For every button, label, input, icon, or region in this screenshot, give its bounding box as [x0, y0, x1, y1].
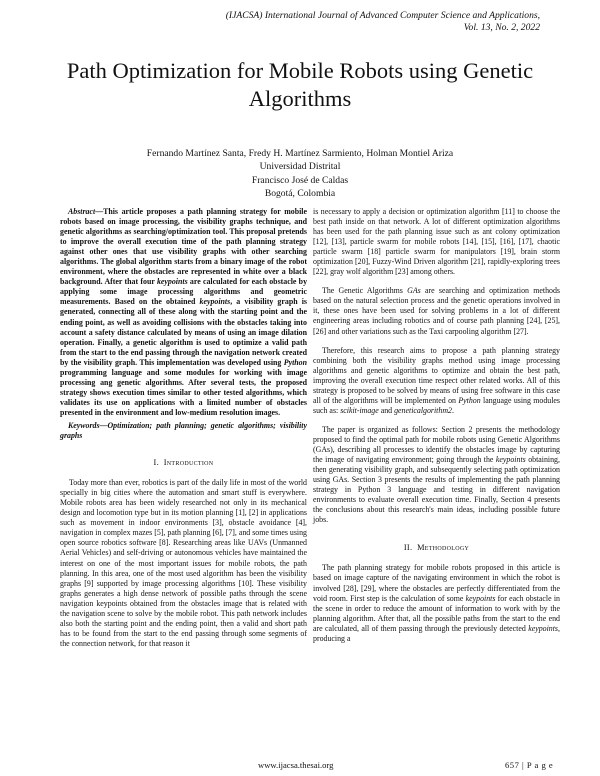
abstract-text-4: programming language and some modules for working with image processing ang genetic algorithms. After several tests, the proposed strategy shows execution times similar to other tested algorithms, which validates its use on applications with a limited number of obstacles presented in the environment and low-medium resolution images. [60, 367, 307, 417]
section-2-title: Methodology [417, 543, 470, 553]
left-column [60, 207, 307, 649]
p3-text-b: language using modules such as: [313, 395, 560, 415]
right-paragraph-1: is necessary to apply a decision or optimization algorithm [11] to choose the best path inside on that network. A lot of different optimization algorithms has been used for the path planning issue such as ant colony optimization [12], [13], particle swarm for mobile robots [14], [15], [16], [17], chaotic particle swarm [18] particle swarm for manipulators [19], brain storm optimization [20], Fuzzy-Wind Driven algorithm [21], rapidly-exploring trees [22], gray wolf algorithm [23] among others. [313, 207, 560, 277]
author-block [60, 147, 540, 201]
p3-em-2: scikit-image [340, 405, 379, 415]
right-paragraph-3 [313, 346, 560, 416]
footer-url[interactable]: www.ijacsa.thesai.org [258, 760, 334, 770]
abstract-em-2: keypoints [199, 297, 231, 307]
p5-text-b: for each obstacle in the scene in order to reduce the amount of information to work with by the planning algorithm. After that, all the possible paths from the start to the end are calculated, all of them passing through the previously detected [313, 593, 560, 633]
keywords-dash: — [99, 420, 108, 430]
p4-text-b: obtaining, then generating visibility graph, and subsequently selecting path optimization using GAs. Section 3 presents the results of implementing the path planning strategy in Python 3 language and testing in different navigation environments to evaluate overall execution time. Finally, Section 4 presents the conclusions about this research's main ideas, including possible future jobs. [313, 455, 560, 525]
p2-text-a: The Genetic Algorithms [322, 286, 408, 296]
abstract [60, 207, 307, 418]
section-1-number: I. [153, 458, 159, 468]
journal-line-1: (IJACSA) International Journal of Advanced Computer Science and Applications, [225, 10, 540, 21]
abstract-label: Abstract [68, 207, 96, 216]
p5-text-a: The path planning strategy for mobile robots proposed in this article is based on image capture of the navigating environment in which the robot is involved [28], [29], where the obstacles are perfectly differentiated from the void room. First step is the calculation of some [313, 563, 560, 603]
journal-line-2: Vol. 13, No. 2, 2022 [463, 22, 540, 33]
p2-em: GAs [407, 286, 421, 296]
section-2-number: II. [403, 543, 413, 553]
keywords-text: Optimization; path planning; genetic algorithms; visibility graphs [60, 420, 307, 441]
section-heading-introduction [60, 458, 307, 468]
p3-text-a: Therefore, this research aims to propose a path planning strategy combining both the visibility graphs method using image processing algorithms and genetic algorithms to optimize and obtain the best path, improving the overall execution time respect other related works. All of this strategy is proposed to be solved by means of using free software in this case all of the algorithms will be implemented on [313, 345, 560, 405]
p3-text-d: . [451, 405, 454, 415]
footer-page-number: 657 | P a g e [505, 760, 554, 770]
affiliation-3: Bogotá, Colombia [264, 188, 336, 200]
title-line-1: Path Optimization for Mobile Robots using Genetic [66, 58, 534, 83]
p5-text-c: , producing a [313, 623, 560, 643]
intro-paragraph: Today more than ever, robotics is part of the daily life in most of the world specially in big cities where the automation and smart stuff is everywhere. Mobile robots area has been widely researched not only in its mechanical design and locomotion type but in its motion planning [1], [2] in applications such as movement in indoor environments [3], obstacle avoidance [4], navigation in complex mazes [5], path planning [6], [7], and some times using open source robotics software [8]. Researching areas like UAVs (Unmanned Aerial Vehicles) and self-driving or autonomous vehicles have maintained the interest on one of the most important issues for mobile robots, the path planning. In this area, one of the most used algorithm has been the visibility graphs [9] supported by image processing algorithms [10]. These visibility graphs generates a high dense network of possible paths through the scene navigation keypoints obtained from the obstacles image that is related with the navigation scene to solve by the mobile robot. This path network includes also both the starting point and the ending point, then a valid and short path has to be found from the start to the end passing through some segments of the connection network, for that reason it [60, 478, 307, 648]
p3-text-c: and [378, 405, 395, 415]
title-line-2: Algorithms [248, 86, 352, 111]
journal-header [120, 10, 540, 34]
paper-title [40, 57, 560, 113]
abstract-em-1: keypoints [156, 277, 188, 287]
p2-text-b: are searching and optimization methods based on the natural selection process and the genetic operations involved in it, these ones have been used for solving problems in a lot of different engineering areas including robotics and of course path planning [24], [25], [26] and other variations such as the Taxi carpooling algorithm [27]. [313, 286, 560, 336]
keywords-label: Keywords [68, 420, 100, 430]
right-paragraph-4 [313, 425, 560, 525]
p3-em-1: Python [458, 395, 481, 405]
affiliation-2: Francisco José de Caldas [251, 174, 349, 186]
author-names: Fernando Martínez Santa, Fredy H. Martínez Sarmiento, Holman Montiel Ariza [146, 148, 454, 159]
keywords [60, 421, 307, 441]
section-1-title: Introduction [163, 458, 214, 468]
section-heading-methodology [313, 543, 560, 553]
abstract-dash: — [95, 207, 104, 216]
p4-em: keypoints [495, 455, 526, 465]
p5-em-2: keypoints [528, 623, 559, 633]
right-paragraph-5 [313, 563, 560, 643]
right-paragraph-2 [313, 286, 560, 336]
abstract-text-1: This article proposes a path planning strategy for mobile robots based on image processing, the visibility graphs technique, and genetic algorithms as searching/optimization tool. This proposal pretends to improve the overall execution time of the path planning strategy against other ones that use visibility graphs with other searching algorithms. The global algorithm starts from a binary image of the robot environment, where the obstacles are represented in white over a black background. After that four [60, 207, 307, 287]
right-column [313, 207, 560, 644]
abstract-text-2: are calculated for each obstacle by applying some image processing algorithms and geometric measurements. Based on the obtained [60, 277, 308, 307]
abstract-em-3: Python [283, 357, 307, 367]
affiliation-1: Universidad Distrital [259, 161, 341, 173]
p5-em-1: keypoints [465, 593, 496, 603]
p4-text-a: The paper is organized as follows: Section 2 presents the methodology proposed to find the optimal path for mobile robots using Genetic Algorithms (GAs), describing all processes to identify the obstacles image by capturing the image of navigating environment; going through the [313, 424, 560, 465]
abstract-text-3: , a visibility graph is generated, connecting all of these along with the starting point and the ending point, as well as avoiding collisions with the obstacles taking into account a safety distance calculated by means of using an image dilation operation. Finally, a genetic algorithm is used to optimize a valid path from the start to the end passing through the navigation network created by the visibility graph. This implementation was developed using [60, 297, 307, 367]
p3-em-3: geneticalgorithm2 [394, 405, 452, 415]
